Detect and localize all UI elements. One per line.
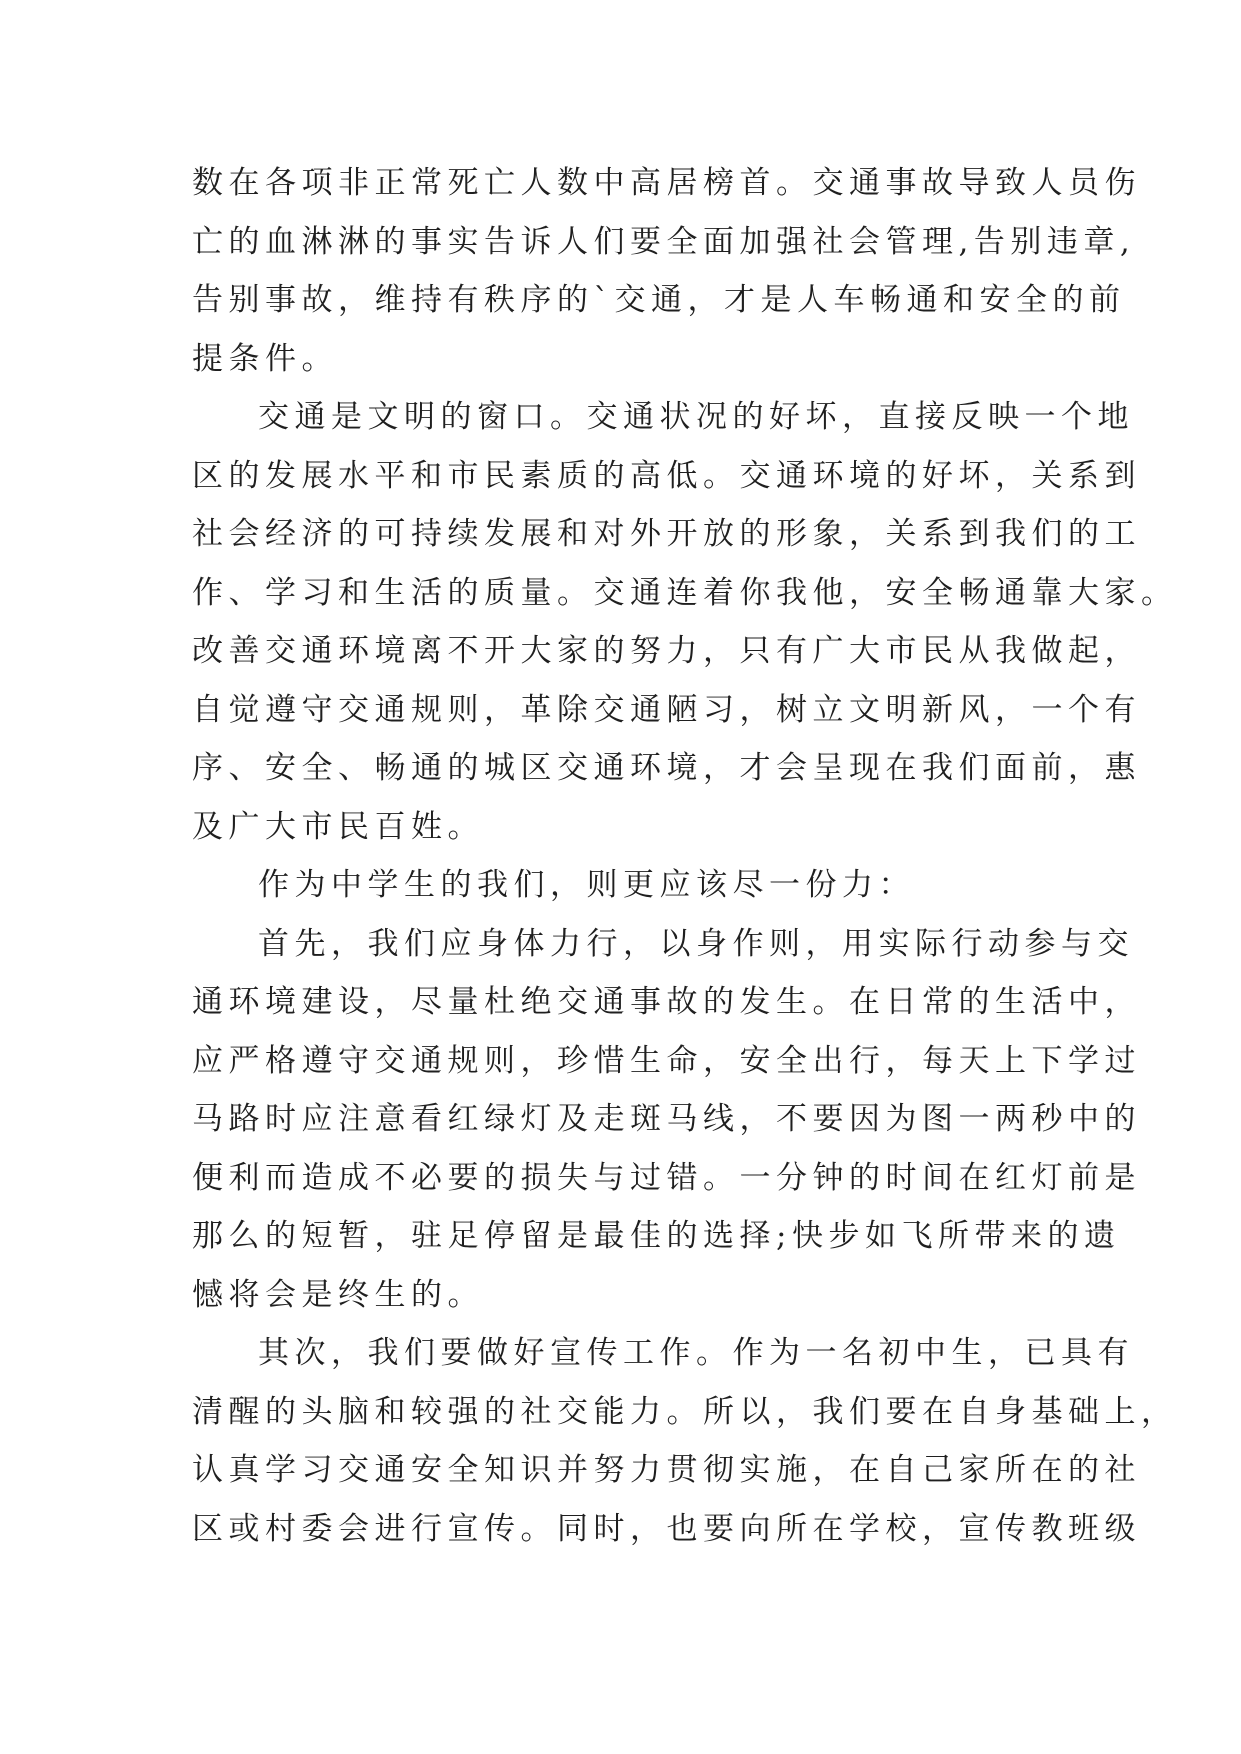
text-line: 憾将会是终生的。 <box>192 1276 484 1313</box>
text-line: 马路时应注意看红绿灯及走斑马线，不要因为图一两秒中的 <box>192 1101 1141 1137</box>
text-line: 认真学习交通安全知识并努力贯彻实施，在自己家所在的社 <box>192 1452 1141 1488</box>
text-line: 作为中学生的我们，则更应该尽一份力： <box>258 867 915 903</box>
text-line: 通环境建设，尽量杜绝交通事故的发生。在日常的生活中， <box>192 984 1141 1020</box>
text-line: 那么的短暂，驻足停留是最佳的选择;快步如飞所带来的遗 <box>192 1218 1121 1254</box>
body-text <box>192 154 1178 1558</box>
text-line: 改善交通环境离不开大家的努力，只有广大市民从我做起， <box>192 633 1141 669</box>
text-line: 作、学习和生活的质量。交通连着你我他，安全畅通靠大家。 <box>192 574 1178 611</box>
text-line: 应严格遵守交通规则，珍惜生命，安全出行，每天上下学过 <box>192 1042 1141 1079</box>
text-line: 数在各项非正常死亡人数中高居榜首。交通事故导致人员伤 <box>192 165 1141 201</box>
text-line: 交通是文明的窗口。交通状况的好坏，直接反映一个地 <box>258 399 1134 435</box>
text-line: 区或村委会进行宣传。同时，也要向所在学校，宣传教班级 <box>192 1510 1141 1547</box>
text-line: 首先，我们应身体力行，以身作则，用实际行动参与交 <box>258 925 1134 962</box>
text-line: 便利而造成不必要的损失与过错。一分钟的时间在红灯前是 <box>192 1159 1141 1196</box>
text-line: 社会经济的可持续发展和对外开放的形象，关系到我们的工 <box>192 516 1141 552</box>
text-line: 序、安全、畅通的城区交通环境，才会呈现在我们面前，惠 <box>192 750 1141 786</box>
text-line: 其次，我们要做好宣传工作。作为一名初中生，已具有 <box>258 1335 1134 1371</box>
text-line: 及广大市民百姓。 <box>192 808 484 845</box>
text-line: 区的发展水平和市民素质的高低。交通环境的好坏，关系到 <box>192 457 1141 494</box>
text-line: 提条件。 <box>192 340 338 377</box>
text-line: 清醒的头脑和较强的社交能力。所以，我们要在自身基础上， <box>192 1393 1178 1430</box>
text-line: 告别事故，维持有秩序的`交通，才是人车畅通和安全的前 <box>192 282 1126 318</box>
text-line: 自觉遵守交通规则，革除交通陋习，树立文明新风，一个有 <box>192 691 1141 728</box>
text-line: 亡的血淋淋的事实告诉人们要全面加强社会管理,告别违章, <box>192 223 1136 260</box>
